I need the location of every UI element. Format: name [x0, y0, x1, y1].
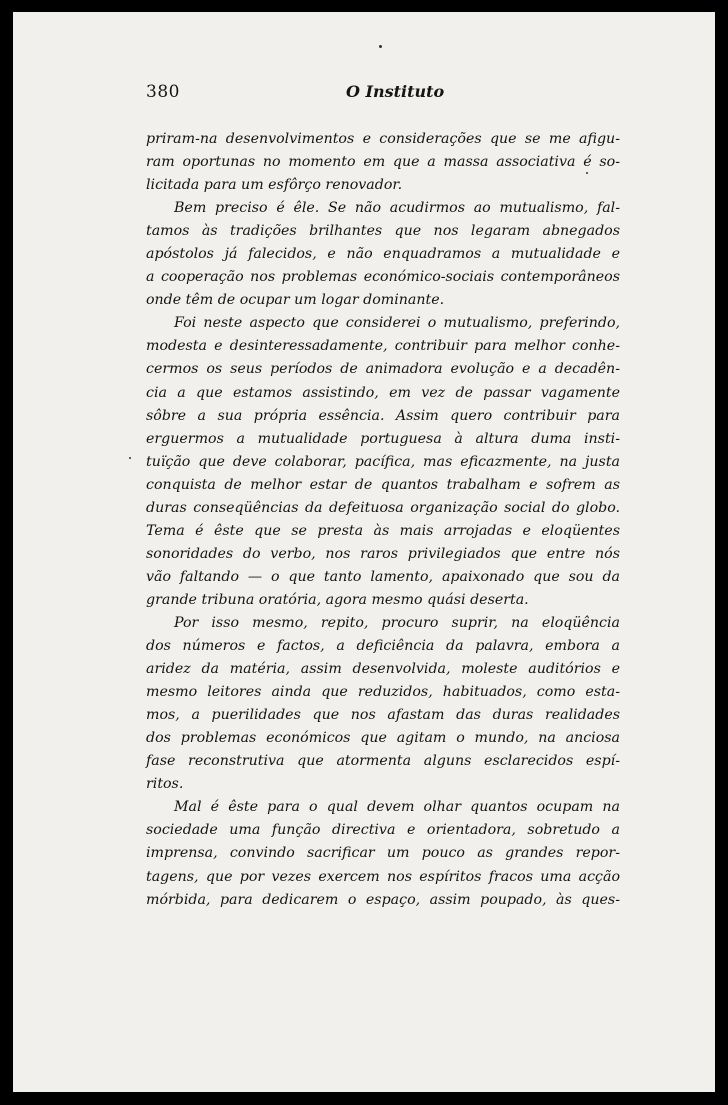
text-line: sonoridades do verbo, nos raros privilegiados que entre nós: [146, 545, 620, 562]
text-line: imprensa, convindo sacrificar um pouco as grandes repor-: [146, 845, 620, 862]
text-line: modesta e desinteressadamente, contribuir para melhor conhe-: [146, 338, 620, 355]
text-line: sôbre a sua própria essência. Assim quero contribuir para: [146, 407, 620, 424]
text-line: dos problemas económicos que agitam o mundo, na anciosa: [146, 730, 620, 747]
text-line: apóstolos já falecidos, e não enquadramos a mutualidade e: [146, 246, 620, 263]
text-line: aridez da matéria, assim desenvolvida, moleste auditórios e: [146, 661, 620, 678]
text-line: grande tribuna oratória, agora mesmo quási deserta.: [146, 591, 529, 608]
text-line: Bem preciso é êle. Se não acudirmos ao mutualismo, fal-: [174, 200, 620, 217]
body-text: [146, 128, 620, 912]
text-line: fase reconstrutiva que atormenta alguns esclarecidos espí-: [146, 753, 620, 770]
book-page: [13, 12, 715, 1092]
text-line: tagens, que por vezes exercem nos espíritos fracos uma acção: [146, 868, 620, 885]
text-line: Tema é êste que se presta às mais arrojadas e eloqüentes: [146, 522, 620, 539]
text-line: duras conseqüências da defeituosa organização social do globo.: [146, 499, 620, 516]
text-line: cia a que estamos assistindo, em vez de passar vagamente: [146, 384, 620, 401]
running-title: O Instituto: [346, 82, 445, 101]
paper-speck: [379, 45, 382, 48]
text-line: erguermos a mutualidade portuguesa à altura duma insti-: [146, 430, 620, 447]
paper-speck: [129, 457, 131, 459]
text-line: tuïção que deve colaborar, pacífica, mas eficazmente, na justa: [146, 453, 620, 470]
text-line: sociedade uma função directiva e orientadora, sobretudo a: [146, 822, 620, 839]
text-line: Mal é êste para o qual devem olhar quantos ocupam na: [174, 799, 620, 816]
text-line: dos números e factos, a deficiência da palavra, embora a: [146, 638, 620, 655]
text-line: conquista de melhor estar de quantos trabalham e sofrem as: [146, 476, 620, 493]
page-header: [146, 82, 616, 108]
page-number: 380: [146, 82, 180, 102]
text-line: mesmo leitores ainda que reduzidos, habituados, como esta-: [146, 684, 620, 701]
text-line: tamos às tradições brilhantes que nos legaram abnegados: [146, 223, 620, 240]
text-line: ritos.: [146, 776, 184, 793]
text-line: onde têm de ocupar um logar dominante.: [146, 292, 445, 309]
text-line: mos, a puerilidades que nos afastam das duras realidades: [146, 707, 620, 724]
text-line: vão faltando — o que tanto lamento, apaixonado que sou da: [146, 568, 620, 585]
text-line: mórbida, para dedicarem o espaço, assim poupado, às ques-: [146, 891, 620, 908]
text-line: Por isso mesmo, repito, procuro suprir, na eloqüência: [174, 614, 620, 631]
text-line: ram oportunas no momento em que a massa associativa é so-: [146, 154, 620, 171]
text-line: priram-na desenvolvimentos e considerações que se me afigu-: [146, 131, 620, 147]
text-line: Foi neste aspecto que considerei o mutualismo, preferindo,: [174, 315, 620, 332]
text-line: a cooperação nos problemas económico-sociais contemporâneos: [146, 269, 620, 286]
text-line: cermos os seus períodos de animadora evolução e a decadên-: [146, 361, 620, 378]
text-line: licitada para um esfôrço renovador.: [146, 177, 403, 194]
